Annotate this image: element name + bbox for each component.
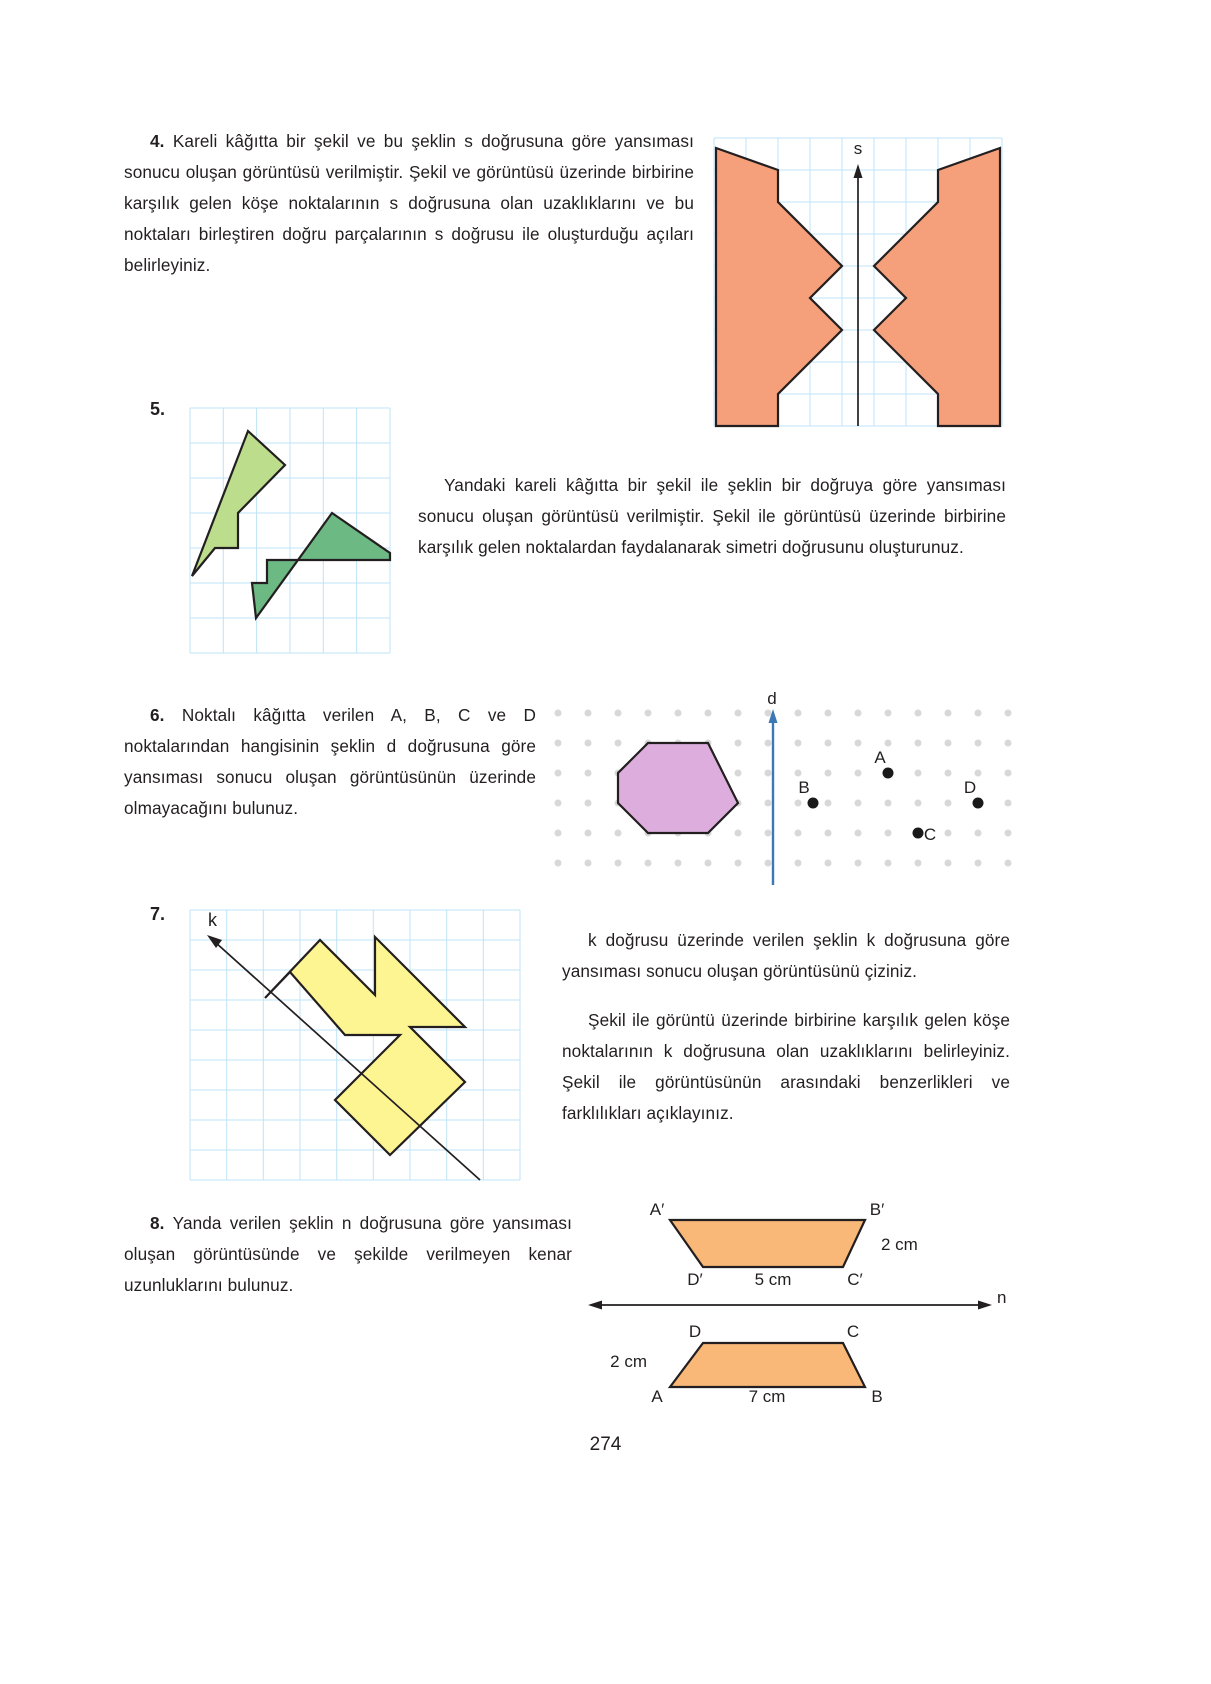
q4-line-label: s: [853, 139, 863, 158]
q8-label-B-prime: B′: [869, 1200, 885, 1219]
question-7-figure: [190, 910, 520, 1180]
q6-polygon: [618, 743, 738, 833]
question-7-paragraph-2: [562, 1005, 1010, 1129]
question-7-body-1: k doğrusu üzerinde verilen şeklin k doğrusuna göre yansıması sonucu oluşan görüntüsünü çiziniz.: [562, 930, 1010, 981]
q8-label-C: C: [846, 1322, 860, 1341]
question-7-paragraph-1: [562, 925, 1010, 987]
q6-svg: [550, 689, 1010, 885]
question-7-number: 7.: [150, 904, 166, 924]
question-5-figure: [190, 408, 390, 653]
q8-line-n: [588, 1301, 992, 1310]
question-4-figure: [714, 138, 1002, 426]
q8-label-A-prime: A′: [649, 1200, 665, 1219]
q7-line-label: k: [208, 910, 217, 930]
q6-point-A-label: A: [874, 748, 886, 767]
q8-label-B: B: [871, 1387, 883, 1406]
q8-svg: [585, 1195, 1007, 1406]
question-6-text-block: [124, 700, 536, 824]
q6-point-C-dot: [913, 828, 924, 839]
q8-line-label: n: [997, 1288, 1007, 1307]
q5-dark-shape: [252, 513, 390, 618]
question-6-body: Noktalı kâğıtta verilen A, B, C ve D noktalarından hangisinin şeklin d doğrusuna göre yansıması sonucu oluşan görüntüsünün üzerinde olmayacağını bulunuz.: [124, 705, 536, 818]
q6-point-C-label: C: [923, 825, 937, 844]
q8-top-side-length: 2 cm: [881, 1235, 918, 1254]
q6-line-d: [769, 709, 778, 885]
q5-svg: [190, 408, 390, 653]
q8-top-base-length: 5 cm: [754, 1270, 792, 1289]
question-7-body-2: Şekil ile görüntü üzerinde birbirine karşılık gelen köşe noktalarının k doğrusuna olan uzaklıklarını belirleyiniz. Şekil ile görüntüsünün arasındaki benzerlikleri ve farklılıkları açıklayınız.: [562, 1010, 1010, 1123]
q6-point-B-label: B: [798, 778, 810, 797]
q4-left-shape: [716, 148, 842, 426]
q8-top-trapezoid: [670, 1220, 865, 1267]
q8-bottom-trapezoid: [670, 1343, 865, 1387]
q8-bottom-base-length: 7 cm: [748, 1387, 786, 1406]
q4-line-s: [854, 164, 863, 426]
q8-label-A: A: [651, 1387, 663, 1406]
q8-label-D-prime: D′: [687, 1270, 703, 1289]
q4-svg: [714, 138, 1002, 426]
q6-point-D-dot: [973, 798, 984, 809]
question-6-figure: [550, 689, 1010, 885]
q7-grid: [190, 910, 520, 1180]
question-6-number: 6.: [150, 705, 165, 725]
question-4-text-block: [124, 126, 694, 281]
question-8-text-block: [124, 1208, 572, 1301]
q6-line-label: d: [767, 689, 777, 708]
question-7-text-block: [562, 925, 1010, 1129]
question-4-number: 4.: [150, 131, 165, 151]
q6-point-B-dot: [808, 798, 819, 809]
question-8-body: Yanda verilen şeklin n doğrusuna göre yansıması oluşan görüntüsünde ve şekilde verilmeyen kenar uzunluklarını bulunuz.: [124, 1213, 572, 1295]
q5-light-shape: [192, 431, 285, 576]
page-number: 274: [589, 1434, 622, 1455]
q8-bottom-side-length: 2 cm: [610, 1352, 647, 1371]
question-5-number: 5.: [150, 399, 166, 419]
q8-label-D: D: [688, 1322, 702, 1341]
question-4-body: Kareli kâğıtta bir şekil ve bu şeklin s doğrusuna göre yansıması sonucu oluşan görüntüsü verilmiştir. Şekil ve görüntüsü üzerinde birbirine karşılık gelen köşe noktalarının s doğrusuna olan uzaklıklarını ve bu noktaları birleştiren doğru parçalarının s doğrusu ile oluşturduğu açıları belirleyiniz.: [124, 131, 694, 275]
q8-label-C-prime: C′: [847, 1270, 863, 1289]
question-8-number: 8.: [150, 1213, 165, 1233]
q7-svg: [190, 910, 520, 1180]
q6-point-D-label: D: [963, 778, 977, 797]
q4-right-shape: [874, 148, 1000, 426]
question-5-text-block: [418, 470, 1006, 563]
question-5-body: Yandaki kareli kâğıtta bir şekil ile şeklin bir doğruya göre yansıması sonucu oluşan görüntüsü verilmiştir. Şekil ile görüntüsü üzerinde birbirine karşılık gelen noktalardan faydalanarak simetri doğrusunu oluşturunuz.: [418, 475, 1006, 557]
q6-point-A-dot: [883, 768, 894, 779]
question-8-figure: [585, 1195, 1007, 1406]
